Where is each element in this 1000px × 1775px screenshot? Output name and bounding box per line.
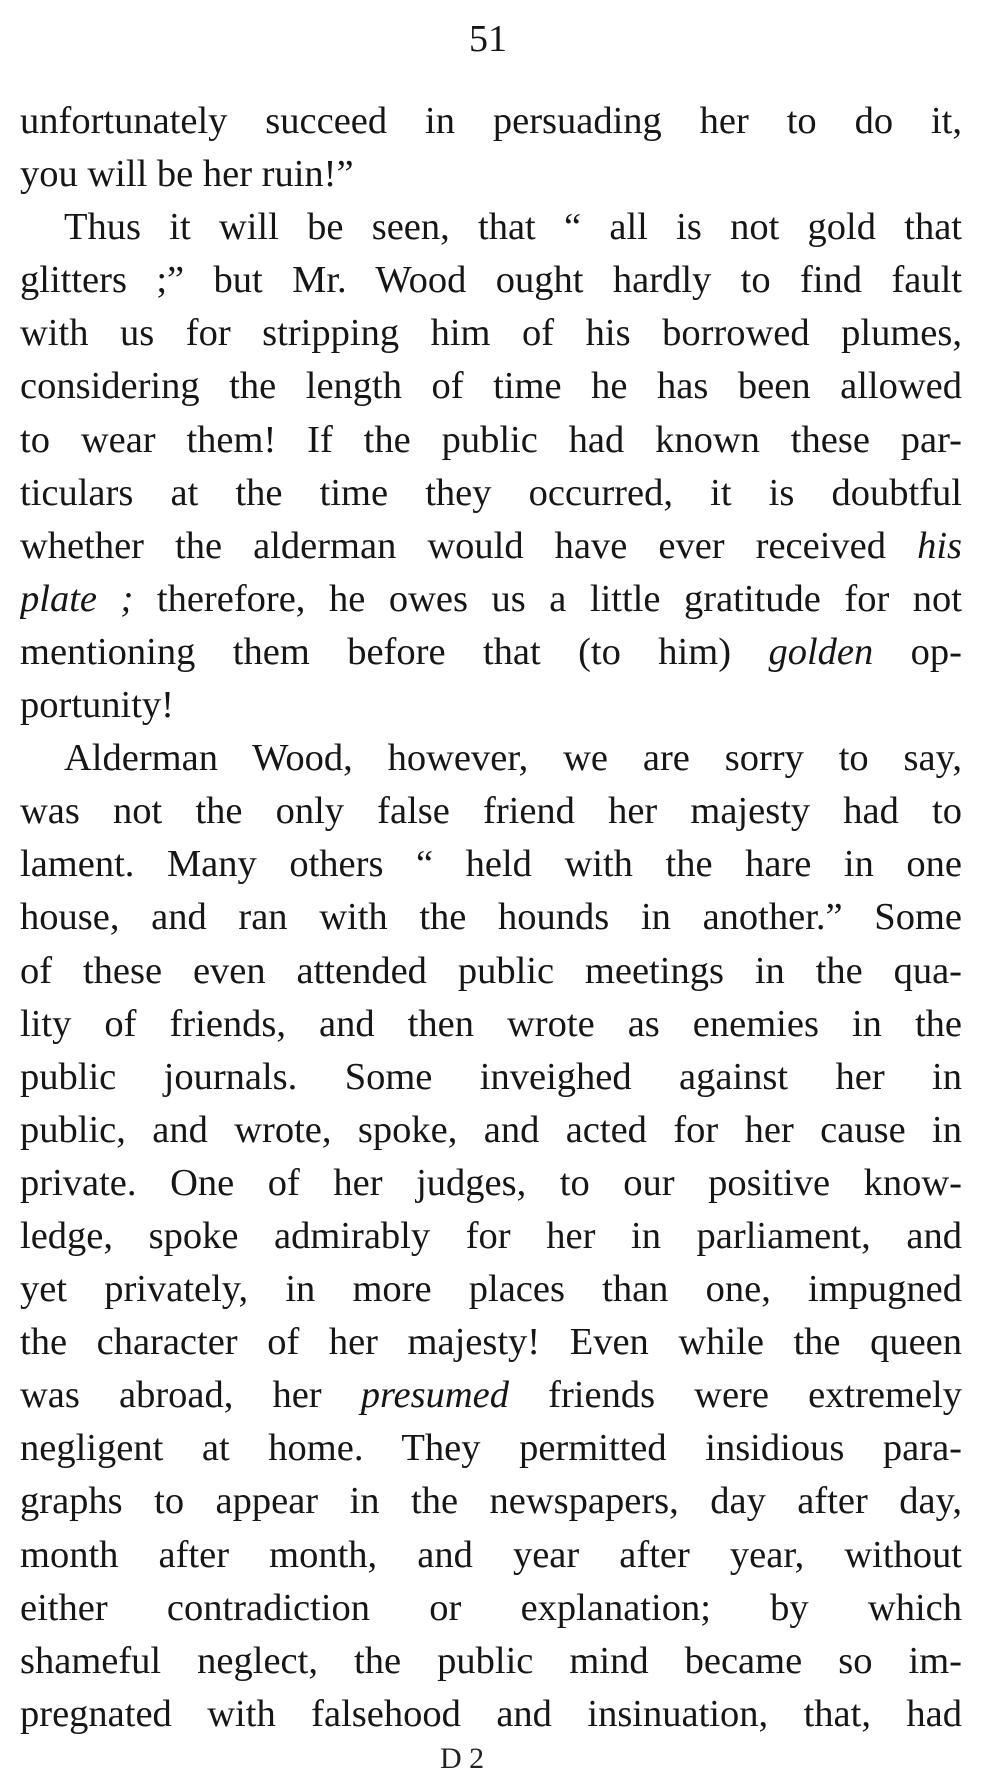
body-text	[20, 95, 962, 1741]
italic-text: golden	[768, 630, 874, 673]
page-number: 51	[469, 18, 507, 60]
italic-text: plate ;	[20, 577, 134, 620]
text-line: lity of friends, and then wrote as enemies in the	[20, 1002, 962, 1045]
text-line: house, and ran with the hounds in another.” Some	[20, 896, 962, 939]
text-line: graphs to appear in the newspapers, day after day,	[20, 1480, 962, 1523]
text-line	[20, 573, 962, 626]
text-line: lament. Many others “ held with the hare in one	[20, 843, 962, 886]
text-line: of these even attended public meetings in the qua-	[20, 949, 962, 992]
text-line: public journals. Some inveighed against her in	[20, 1055, 962, 1098]
paragraph-start-line: Alderman Wood, however, we are sorry to say,	[64, 737, 962, 780]
italic-text: presumed	[360, 1374, 510, 1417]
text-line: either contradiction or explanation; by which	[20, 1586, 962, 1629]
text-line: considering the length of time he has been allowed	[20, 365, 962, 408]
text-line: the character of her majesty! Even while the queen	[20, 1321, 962, 1364]
text-line: pregnated with falsehood and insinuation, that, had	[20, 1692, 962, 1735]
text-segment: was abroad, her	[20, 1374, 361, 1417]
text-segment: therefore, he owes us a little gratitude for not	[133, 577, 962, 620]
text-line: you will be her ruin!”	[20, 153, 354, 196]
text-line: glitters ;” but Mr. Wood ought hardly to find fault	[20, 259, 962, 302]
text-line: ledge, spoke admirably for her in parliament, and	[20, 1214, 962, 1257]
text-line	[20, 1369, 962, 1422]
text-line: private. One of her judges, to our positive know-	[20, 1161, 962, 1204]
text-segment: op-	[873, 630, 962, 673]
text-line: to wear them! If the public had known these par-	[20, 418, 962, 461]
text-segment: mentioning them before that (to him)	[20, 630, 769, 673]
text-segment: whether the alderman would have ever received	[20, 524, 918, 567]
text-line: portunity!	[20, 684, 174, 727]
text-line: shameful neglect, the public mind became so im-	[20, 1639, 962, 1682]
text-line: yet privately, in more places than one, impugned	[20, 1268, 962, 1311]
text-line: public, and wrote, spoke, and acted for her cause in	[20, 1108, 962, 1151]
italic-text: his	[917, 524, 962, 567]
signature-mark: D 2	[440, 1742, 485, 1775]
text-segment: friends were extremely	[509, 1374, 962, 1417]
text-line: was not the only false friend her majesty had to	[20, 790, 962, 833]
text-line	[20, 626, 962, 679]
text-line: ticulars at the time they occurred, it is doubtful	[20, 471, 962, 514]
text-line: unfortunately succeed in persuading her to do it,	[20, 100, 962, 142]
text-line: negligent at home. They permitted insidious para-	[20, 1427, 962, 1470]
text-line: month after month, and year after year, without	[20, 1533, 962, 1576]
text-line	[20, 520, 962, 573]
text-line: with us for stripping him of his borrowed plumes,	[20, 312, 962, 355]
paragraph-start-line: Thus it will be seen, that “ all is not gold that	[64, 206, 962, 249]
